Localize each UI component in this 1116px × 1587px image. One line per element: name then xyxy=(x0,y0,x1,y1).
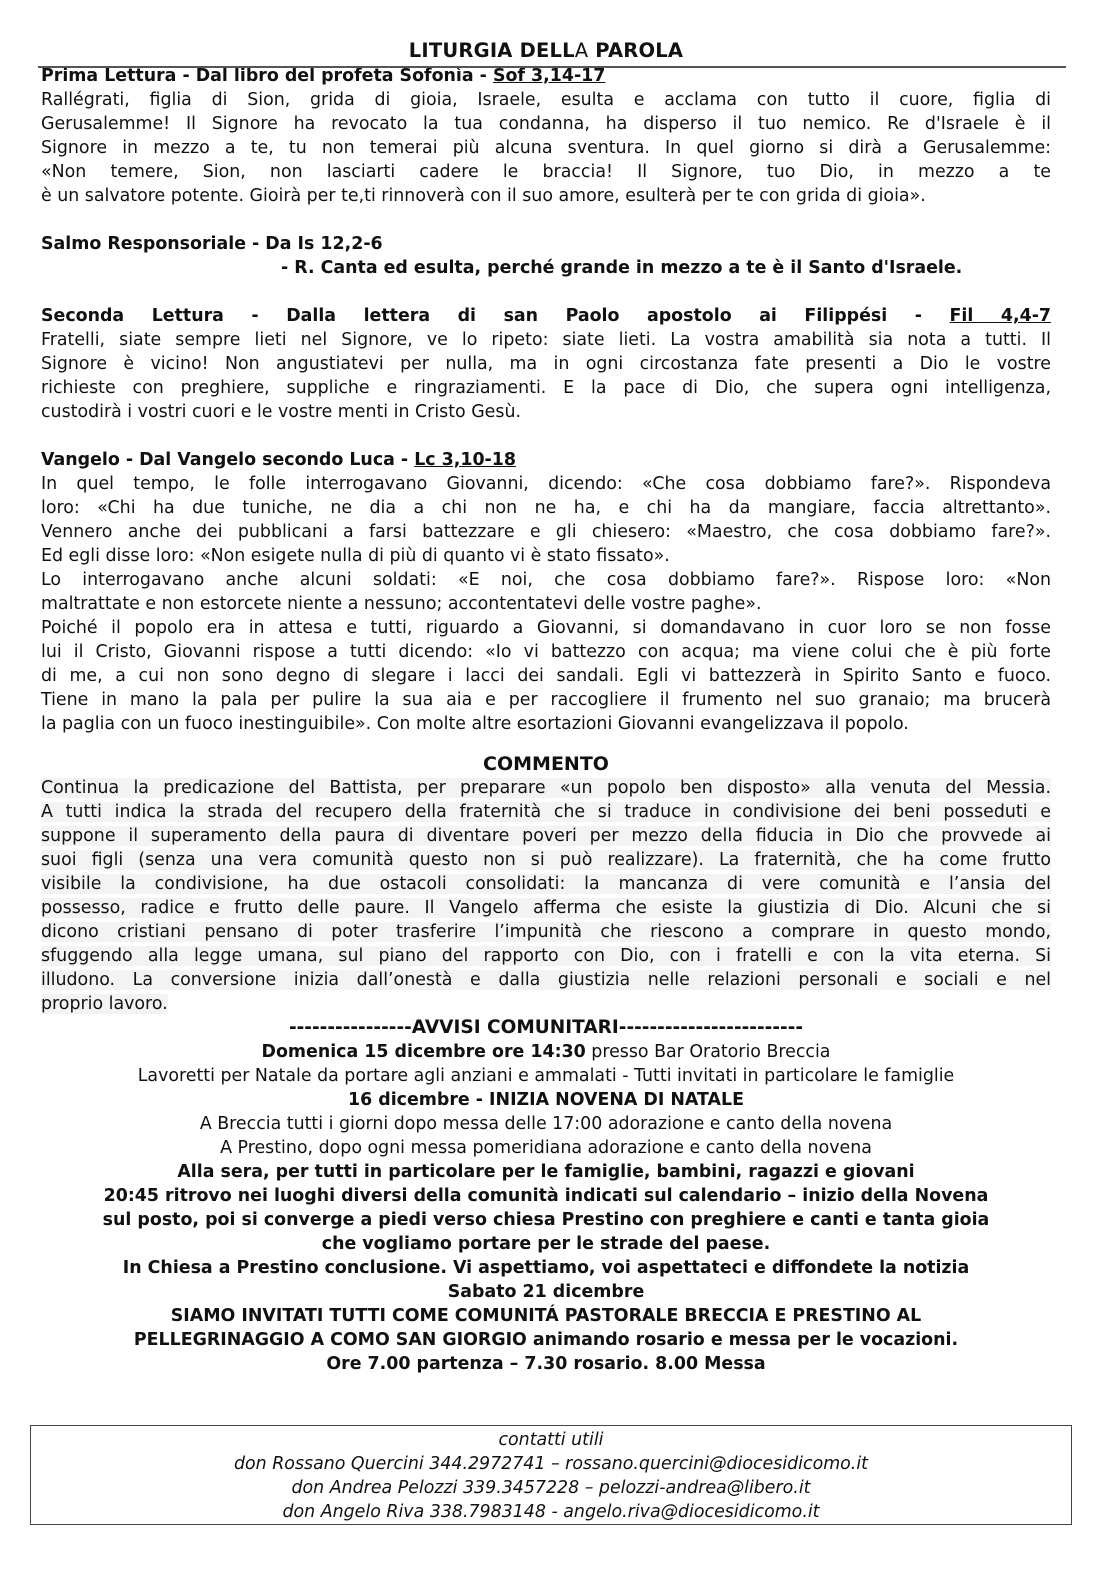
avviso-line xyxy=(41,1040,1051,1064)
salmo-response: - R. Canta ed esulta, perché grande in mezzo a te è il Santo d'Israele. xyxy=(281,258,963,278)
avviso-line: sul posto, poi si converge a piedi verso chiesa Prestino con preghiere e canti e tanta gioia xyxy=(102,1210,990,1230)
vangelo-line: Tiene in mano la pala per pulire la sua aia e per raccogliere il frumento nel suo granaio; ma brucerà xyxy=(41,690,1051,710)
avviso-line: Sabato 21 dicembre xyxy=(447,1282,645,1302)
vangelo-line: maltrattate e non estorcete niente a nessuno; accontentatevi delle vostre paghe». xyxy=(41,594,762,614)
seconda-lettura-heading-text: Seconda Lettura - Dalla lettera di san Paolo apostolo ai Filippési - xyxy=(41,306,950,326)
vangelo-ref: Lc 3,10-18 xyxy=(414,450,516,470)
avviso-line: Ore 7.00 partenza – 7.30 rosario. 8.00 Messa xyxy=(326,1354,766,1374)
prima-lettura-line: Rallégrati, figlia di Sion, grida di gioia, Israele, esulta e acclama con tutto il cuore, figlia di xyxy=(41,90,1051,110)
page-title-bold: LITURGIA DELL xyxy=(408,39,575,62)
commento-line-text: proprio lavoro. xyxy=(41,994,168,1014)
avviso-line: Alla sera, per tutti in particolare per le famiglie, bambini, ragazzi e giovani xyxy=(177,1162,915,1182)
seconda-lettura-section xyxy=(41,304,1051,424)
avviso-event: PELLEGRINAGGIO A COMO SAN GIORGIO xyxy=(133,1330,527,1350)
vangelo-heading xyxy=(41,448,1051,472)
avvisi-banner: ----------------AVVISI COMUNITARI------------------------ xyxy=(288,1017,804,1038)
vangelo-line: loro: «Chi ha due tuniche, ne dia a chi non ne ha, e chi ha da mangiare, faccia altrettanto». xyxy=(41,498,1051,518)
spacer xyxy=(41,424,1051,448)
contacts-box xyxy=(30,1425,1072,1525)
commento-line xyxy=(41,896,1051,920)
commento-line-text: visibile la condivisione, ha due ostacoli consolidati: la mancanza di vere comunità e l’ansia del xyxy=(41,874,1051,894)
commento-line-text: dicono cristiani pensano di poter trasferire l’impunità che riescono a comprare in questo mondo, xyxy=(41,922,1051,942)
commento-line-text: possesso, radice e frutto delle paure. Il Vangelo afferma che esiste la giustizia di Dio. Alcuni che si xyxy=(41,898,1051,918)
seconda-lettura-line: Fratelli, siate sempre lieti nel Signore, ve lo ripeto: siate lieti. La vostra amabilità sia nota a tutti. Il xyxy=(41,330,1051,350)
commento-title: COMMENTO xyxy=(483,753,609,775)
avviso-line: A Breccia tutti i giorni dopo messa delle 17:00 adorazione e canto della novena xyxy=(199,1114,893,1134)
prima-lettura-section xyxy=(41,64,1051,208)
avviso-date: Domenica 15 dicembre ore 14:30 xyxy=(261,1042,586,1062)
avviso-line xyxy=(41,1328,1051,1352)
vangelo-line: lui il Cristo, Giovanni rispose a tutti dicendo: «Io vi battezzo con acqua; ma viene colui che è più forte xyxy=(41,642,1051,662)
bulletin-page xyxy=(41,38,1051,1376)
seconda-lettura-line: richieste con preghiere, suppliche e ringraziamenti. E la pace di Dio, che supera ogni intelligenza, xyxy=(41,378,1051,398)
contact-entry: don Angelo Riva 338.7983148 - angelo.riva@diocesidicomo.it xyxy=(282,1502,820,1522)
avviso-line: A Prestino, dopo ogni messa pomeridiana adorazione e canto della novena xyxy=(220,1138,872,1158)
vangelo-line: la paglia con un fuoco inestinguibile». Con molte altre esortazioni Giovanni evangelizzava il popolo. xyxy=(41,714,909,734)
avviso-line: Lavoretti per Natale da portare agli anziani e ammalati - Tutti invitati in particolare le famiglie xyxy=(137,1066,955,1086)
vangelo-line: In quel tempo, le folle interrogavano Giovanni, dicendo: «Che cosa dobbiamo fare?». Rispondeva xyxy=(41,474,1051,494)
vangelo-line: Vennero anche dei pubblicani a farsi battezzare e gli chiesero: «Maestro, che cosa dobbiamo fare?». xyxy=(41,522,1051,542)
avviso-place: presso Bar Oratorio Breccia xyxy=(585,1042,831,1062)
seconda-lettura-line: custodirà i vostri cuori e le vostre menti in Cristo Gesù. xyxy=(41,402,521,422)
contacts-title: contatti utili xyxy=(498,1430,604,1450)
salmo-heading: Salmo Responsoriale - Da Is 12,2-6 xyxy=(41,234,383,254)
page-title-end: PAROLA xyxy=(588,39,684,62)
title-divider xyxy=(38,66,1066,68)
seconda-lettura-line: Signore è vicino! Non angustiatevi per nulla, ma in ogni circostanza fate presenti a Dio le vostre xyxy=(41,354,1051,374)
seconda-lettura-ref: Fil 4,4-7 xyxy=(949,306,1052,326)
prima-lettura-ref: Sof 3,14-17 xyxy=(492,66,606,86)
commento-line xyxy=(41,872,1051,896)
seconda-lettura-heading xyxy=(41,304,1051,328)
commento-line xyxy=(41,776,1051,800)
commento-line xyxy=(41,968,1051,992)
commento-body xyxy=(41,776,1051,1016)
page-title-light-letter: A xyxy=(574,39,589,62)
commento-line xyxy=(41,920,1051,944)
commento-line-text: suppone il superamento della paura di diventare poveri per mezzo della fiducia in Dio che provvede ai xyxy=(41,826,1051,846)
contact-entry: don Andrea Pelozzi 339.3457228 – pelozzi-andrea@libero.it xyxy=(291,1478,811,1498)
page-title xyxy=(41,38,1051,64)
prima-lettura-heading-text: Prima Lettura - Dal libro del profeta Sofonìa - xyxy=(41,66,493,86)
spacer xyxy=(41,208,1051,232)
prima-lettura-line: Signore in mezzo a te, tu non temerai più alcuna sventura. In quel giorno si dirà a Gerusalemme: xyxy=(41,138,1051,158)
contact-entry: don Rossano Quercini 344.2972741 – rossano.quercini@diocesidicomo.it xyxy=(234,1454,868,1474)
commento-line xyxy=(41,824,1051,848)
spacer xyxy=(41,280,1051,304)
avviso-line: 16 dicembre - INIZIA NOVENA DI NATALE xyxy=(348,1090,744,1110)
avviso-line: 20:45 ritrovo nei luoghi diversi della comunità indicati sul calendario – inizio della Novena xyxy=(103,1186,989,1206)
avviso-event-detail: animando rosario e messa per le vocazioni. xyxy=(526,1330,959,1350)
avviso-line: SIAMO INVITATI TUTTI COME COMUNITÁ PASTORALE BRECCIA E PRESTINO AL xyxy=(170,1306,922,1326)
commento-line xyxy=(41,992,1051,1016)
commento-line-text: illudono. La conversione inizia dall’onestà e dalla giustizia nelle relazioni personali e sociali e nel xyxy=(41,970,1051,990)
commento-line-text: Continua la predicazione del Battista, per preparare «un popolo ben disposto» alla venuta del Messia. xyxy=(41,778,1051,798)
commento-line xyxy=(41,848,1051,872)
vangelo-section xyxy=(41,448,1051,736)
avvisi-section xyxy=(41,1016,1051,1376)
vangelo-line: Ed egli disse loro: «Non esigete nulla di più di quanto vi è stato fissato». xyxy=(41,546,670,566)
avviso-line: In Chiesa a Prestino conclusione. Vi aspettiamo, voi aspettateci e diffondete la notizia xyxy=(122,1258,970,1278)
vangelo-line: di me, a cui non sono degno di slegare i lacci dei sandali. Egli vi battezzerà in Spirito Santo e fuoco. xyxy=(41,666,1051,686)
vangelo-line: Lo interrogavano anche alcuni soldati: «E noi, che cosa dobbiamo fare?». Rispose loro: «Non xyxy=(41,570,1051,590)
prima-lettura-line: è un salvatore potente. Gioirà per te,ti rinnoverà con il suo amore, esulterà per te con grida di gioia». xyxy=(41,186,926,206)
vangelo-line: Poiché il popolo era in attesa e tutti, riguardo a Giovanni, si domandavano in cuor loro se non fosse xyxy=(41,618,1051,638)
avviso-line: che vogliamo portare per le strade del paese. xyxy=(321,1234,771,1254)
prima-lettura-line: «Non temere, Sion, non lasciarti cadere le braccia! Il Signore, tuo Dio, in mezzo a te xyxy=(41,162,1051,182)
commento-line-text: suoi figli (senza una vera comunità questo non si può realizzare). La fraternità, che ha come frutto xyxy=(41,850,1051,870)
salmo-section xyxy=(41,232,1051,280)
prima-lettura-line: Gerusalemme! Il Signore ha revocato la tua condanna, ha disperso il tuo nemico. Re d'Israele è il xyxy=(41,114,1051,134)
commento-line-text: A tutti indica la strada del recupero della fraternità che si traduce in condivisione dei beni posseduti e xyxy=(41,802,1051,822)
commento-line xyxy=(41,944,1051,968)
commento-line-text: sfuggendo alla legge umana, sul piano del rapporto con Dio, con i fratelli e con la vita eterna. Si xyxy=(41,946,1051,966)
commento-line xyxy=(41,800,1051,824)
vangelo-heading-text: Vangelo - Dal Vangelo secondo Luca - xyxy=(41,450,415,470)
